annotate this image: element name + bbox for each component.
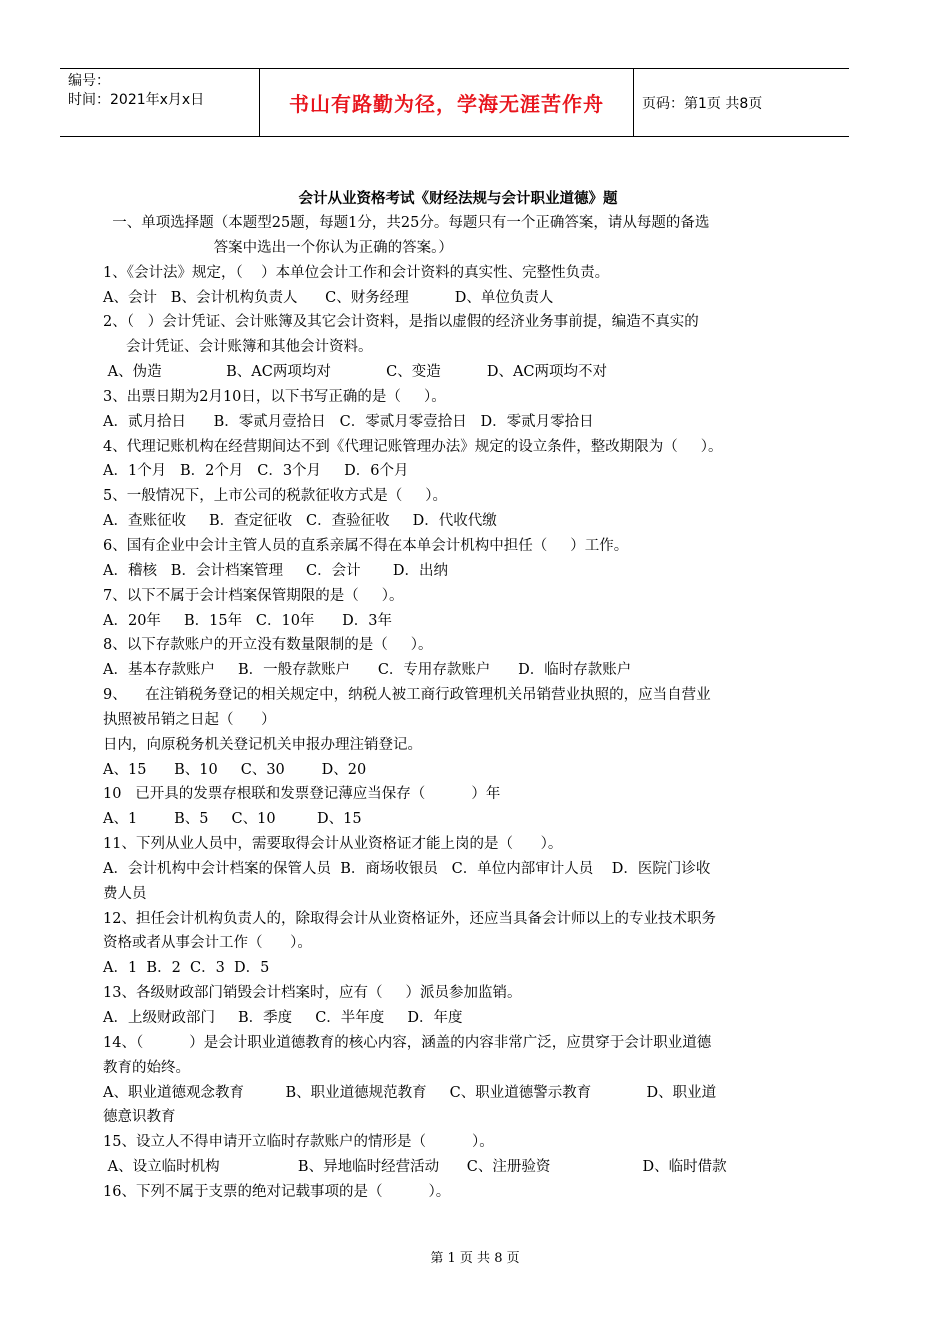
text-line: 14、（ ）是会计职业道德教育的核心内容，涵盖的内容非常广泛，应贯穿于会计职业道德 (103, 1034, 712, 1051)
text-line: 教育的始终。 (103, 1059, 190, 1076)
text-line: A．会计机构中会计档案的保管人员 B．商场收银员 C．单位内部审计人员 D．医院门诊收 (103, 860, 711, 877)
header-meta (60, 69, 260, 136)
document-header (60, 68, 849, 137)
text-line: A、1 B、5 C、10 D、15 (103, 811, 362, 828)
text-line: A．上级财政部门 B．季度 C．半年度 D．年度 (103, 1010, 463, 1026)
text-line: 执照被吊销之日起（ ） (103, 711, 276, 728)
text-line: A、设立临时机构 B、异地临时经营活动 C、注册验资 D、临时借款 (103, 1159, 727, 1176)
text-line: 11、下列从业人员中，需要取得会计从业资格证才能上岗的是（ ）。 (103, 836, 563, 853)
text-line: A．1 B．2 C．3 D．5 (103, 960, 270, 977)
text-line: 13、各级财政部门销毁会计档案时，应有（ ）派员参加监销。 (103, 985, 522, 1002)
number-label: 编号： (68, 73, 110, 89)
text-line: 日内，向原税务机关登记机关申报办理注销登记。 (103, 736, 422, 753)
text-line: 2、（ ）会计凭证、会计账簿及其它会计资料，是指以虚假的经济业务事前提，编造不真实的 (103, 314, 699, 331)
text-line: 费人员 (103, 885, 147, 902)
text-line: A、伪造 B、AC两项均对 C、变造 D、AC两项均不对 (103, 364, 608, 381)
question-list (103, 211, 823, 1205)
text-line: A．稽核 B．会计档案管理 C．会计 D．出纳 (103, 562, 448, 579)
text-line: A、会计 B、会计机构负责人 C、财务经理 D、单位负责人 (103, 289, 554, 306)
page-footer: 第 1 页 共 8 页 (430, 1251, 520, 1266)
text-line: A．基本存款账户 B．一般存款账户 C．专用存款账户 D．临时存款账户 (103, 662, 632, 679)
text-line: 9、 在注销税务登记的相关规定中，纳税人被工商行政管理机关吊销营业执照的，应当自营业 (103, 687, 711, 704)
text-line: 1、《会计法》规定，（ ）本单位会计工作和会计资料的真实性、完整性负责。 (103, 264, 610, 281)
text-line: 10 已开具的发票存根联和发票登记薄应当保存（ ）年 (103, 786, 501, 803)
text-line: A、15 B、10 C、30 D、20 (103, 761, 367, 778)
text-line: 5、一般情况下，上市公司的税款征收方式是（ ）。 (103, 488, 448, 505)
text-line: 16、下列不属于支票的绝对记载事项的是（ ）。 (103, 1183, 451, 1200)
document-body (103, 186, 823, 1205)
text-line: 资格或者从事会计工作（ ）。 (103, 935, 312, 952)
text-line: A．查账征收 B．查定征收 C．查验征收 D．代收代缴 (103, 513, 497, 530)
text-line: 8、以下存款账户的开立没有数量限制的是（ ）。 (103, 637, 433, 654)
text-line: 会计凭证、会计账簿和其他会计资料。 (103, 339, 373, 356)
text-line: A．20年 B．15年 C．10年 D．3年 (103, 612, 392, 629)
text-line: 7、以下不属于会计档案保管期限的是（ ）。 (103, 587, 404, 604)
time-label: 时间：2021年x月x日 (68, 92, 205, 108)
text-line: A．贰月拾日 B．零贰月壹拾日 C．零贰月零壹拾日 D．零贰月零拾日 (103, 413, 594, 430)
text-line: A、职业道德观念教育 B、职业道德规范教育 C、职业道德警示教育 D、职业道 (103, 1084, 717, 1101)
text-line: 6、国有企业中会计主管人员的直系亲属不得在本单会计机构中担任（ ）工作。 (103, 537, 629, 554)
text-line: 一、单项选择题（本题型25题，每题1分，共25分。每题只有一个正确答案，请从每题的备选 (103, 215, 710, 231)
text-line: 答案中选出一个你认为正确的答案。） (103, 239, 453, 256)
text-line: A．1个月 B．2个月 C．3个月 D．6个月 (103, 463, 409, 480)
text-line: 德意识教育 (103, 1109, 176, 1126)
header-page-label: 页码：第1页 共8页 (642, 95, 763, 112)
text-line: 15、设立人不得申请开立临时存款账户的情形是（ ）。 (103, 1134, 494, 1151)
document-title: 会计从业资格考试《财经法规与会计职业道德》题 (298, 190, 618, 207)
text-line: 12、担任会计机构负责人的，除取得会计从业资格证外，还应当具备会计师以上的专业技术职务 (103, 910, 716, 927)
text-line: 3、出票日期为2月10日，以下书写正确的是（ ）。 (103, 388, 446, 405)
header-motto: 书山有路勤为径，学海无涯苦作舟 (260, 69, 634, 136)
text-line: 4、代理记账机构在经营期间达不到《代理记账管理办法》规定的设立条件，整改期限为（ ）。 (103, 438, 723, 455)
